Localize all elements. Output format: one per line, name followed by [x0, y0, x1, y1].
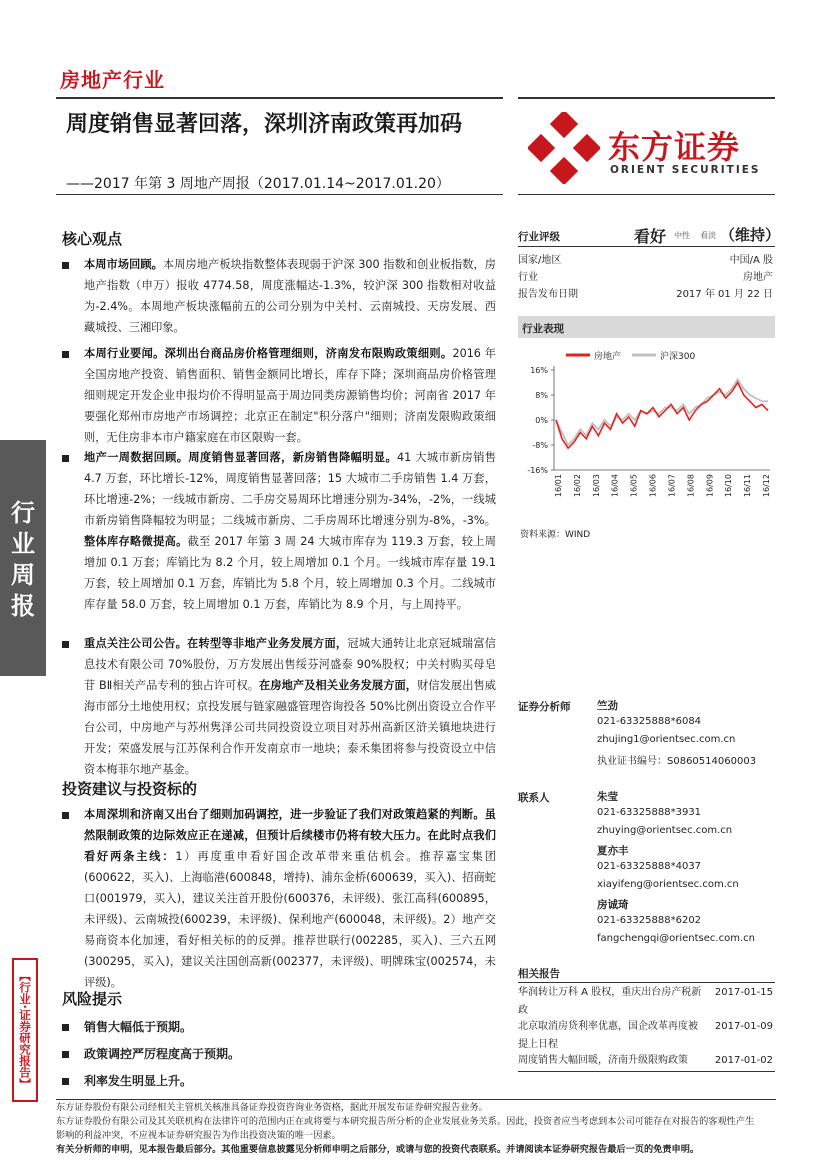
x-tick-label: 16/10 [724, 474, 734, 498]
related-title: 周度销售大幅回暖，济南升级限购政策 [518, 1055, 688, 1066]
x-tick-label: 16/07 [667, 474, 677, 498]
x-tick-label: 16/06 [648, 474, 658, 498]
x-tick-label: 16/08 [686, 474, 696, 498]
info-value: 2017 年 01 月 22 日 [676, 289, 773, 300]
divider [518, 1071, 775, 1072]
rating-option: 看淡 [700, 231, 716, 240]
x-tick-label: 16/04 [610, 474, 620, 498]
y-tick-label: 8% [535, 391, 548, 400]
risk-item: 政策调控严厉程度高于预期。 [84, 1047, 241, 1061]
body: 本周房地产板块指数整体表现弱于沪深 300 指数和创业板指数，房地产指数（申万）报收 4774.58，周度涨幅达-1.3%，较沪深 300 指数相对收益为-2.4%。本周地产板块涨幅前五的公司分别为中关村、云南城投、天房发展、西藏城投、三湘印象。 [84, 258, 496, 334]
bullet-icon [62, 262, 69, 269]
bullet-icon [62, 1024, 69, 1031]
x-tick-label: 16/01 [554, 474, 563, 498]
legend-label: 房地产 [594, 352, 622, 362]
contact-email[interactable]: fangchengqi@orientsec.com.cn [597, 933, 755, 944]
info-value: 中国/A 股 [729, 255, 773, 266]
paragraph-data-review [84, 447, 496, 615]
analyst-email[interactable]: zhujing1@orientsec.com.cn [597, 734, 736, 745]
paragraph-industry-news [84, 343, 496, 448]
report-subtitle: ——2017 年第 3 周地产周报（2017.01.14~2017.01.20） [66, 176, 450, 192]
lead: 地产一周数据回顾。周度销售显著回落，新房销售降幅明显。 [84, 451, 398, 464]
legend-label: 沪深300 [660, 352, 696, 362]
risk-item: 销售大幅低于预期。 [84, 1020, 193, 1034]
bullet-icon [62, 351, 69, 358]
rating-option: 中性 [674, 231, 690, 240]
footer-line: 东方证券股份有限公司及其关联机构在法律许可的范围内正在或将要与本研究报告所分析的企业发展业务关系。因此，投资者应当考虑到本公司可能存在对报告的客观性产生 [56, 1116, 755, 1127]
related-title: 北京取消房贷利率优惠，国企改革再度被 [518, 1021, 698, 1032]
x-tick-label: 16/05 [629, 474, 639, 498]
body: 财信发展出售威海市部分土地使用权；京投发展与链家融盛管理咨询投各 50%比例出资设立合作平台公司，中房地产与苏州隽泽公司共同投资设立项目对苏州高新区浒关镇地块进行开发；荣盛发展与江苏保利合作开发南京市一地块；泰禾集团将参与投资设立中信资本梅菲尔地产基金。 [84, 679, 496, 776]
bullet-icon [62, 812, 69, 819]
related-report-item[interactable] [518, 1052, 775, 1070]
contact-phone: 021-63325888*4037 [597, 861, 702, 872]
body: 截至 2017 年第 3 周 24 大城市库存为 119.3 万套，较上周增加 0.1 万套；库销比为 8.2 个月，较上周增加 0.1 个月。一线城市库存量 19.1 万套，较上周增加 0.1 万套，库销比为 5.8 个月，较上周增加 0.3 个月。二线城市库存量 58.0 万套，较上周增加 0.1 万套，库销比为 8.9 个月，与上周持平。 [84, 535, 496, 611]
x-tick-label: 16/03 [591, 474, 601, 498]
lead: 重点关注公司公告。在转型等非地产业务发展方面， [84, 637, 348, 650]
paragraph-company-news [84, 633, 496, 780]
divider [518, 982, 775, 983]
lead: 整体库存略微提高。 [84, 535, 188, 548]
divider [56, 194, 503, 195]
rating-keep: （维持） [720, 226, 781, 244]
logo-name-en: ORIENT SECURITIES [610, 164, 761, 176]
footer-divider [56, 1099, 776, 1100]
section-heading-core: 核心观点 [62, 230, 123, 248]
logo-name-cn: 东方证券 [608, 128, 741, 166]
related-title: 华润转让万科 A 股权，重庆出台房产税新 [518, 987, 702, 998]
orient-logo-icon [528, 112, 600, 184]
divider [518, 246, 775, 247]
bullet-icon [62, 641, 69, 648]
report-category-tag: 【行业·证券研究报告】 [12, 958, 38, 1102]
lead: 本周深圳和济南又出台了细则加码调控，进一步验证了我们对政策趋紧的判断。虽然限制政策的边际效应正在递减，但预计后续楼市仍将有较大压力。在此时点我们看好两条主线： [84, 808, 496, 863]
footer-line: 东方证券股份有限公司经相关主管机关核准具备证券投资咨询业务资格，据此开展发布证券研究报告业务。 [56, 1102, 488, 1113]
chart-source: 资料来源：WIND [520, 530, 591, 540]
lead: 本周市场回顾。 [84, 258, 163, 271]
body: 冠城大通转让北京冠城瑞富信息技术有限公司 70%股份，万方发展出售绥芬河盛泰 90%股权；中关村购买母皂苷 BⅡ相关产品专利的独占许可权。 [84, 637, 496, 692]
related-report-item[interactable] [518, 984, 775, 1020]
analyst-phone: 021-63325888*6084 [597, 716, 702, 727]
divider [518, 97, 775, 99]
lead: 本周行业要闻。深圳出台商品房价格管理细则，济南发布限购政策细则。 [84, 347, 453, 360]
related-title-cont: 政 [518, 1005, 528, 1016]
contact-email[interactable]: zhuying@orientsec.com.cn [597, 825, 733, 836]
lead: 在房地产及相关业务发展方面， [259, 679, 418, 692]
analyst-cert: 执业证书编号：S0860514060003 [597, 756, 757, 767]
body: 1）再度重申看好国企改革带来重估机会。推荐嘉宝集团(600622，买入)、上海临港(600848，增持)、浦东金桥(600639，买入)、招商蛇口(001979，买入)，建议关注首开股份(600376，未评级)、张江高科(600895，未评级)、云南城投(600239，未评级)、保利地产(600048，未评级)。2）地产交易商资本化加速，看好相关标的的反弹。推荐世联行(002285，买入)、三六五网(300295，买入)，建议关注国创高新(002377，未评级)、明牌珠宝(002574，未评级)。 [84, 850, 496, 989]
related-report-item[interactable] [518, 1018, 775, 1054]
footer-line: 影响的利益冲突，不应视本证券研究报告为作出投资决策的唯一因素。 [56, 1130, 341, 1141]
contact-name: 夏亦丰 [597, 845, 629, 857]
info-key: 行业 [518, 272, 538, 283]
section-heading-perf: 行业表现 [522, 323, 564, 335]
body: 41 大城市新房销售 4.7 万套，环比增长-12%，周度销售显著回落；15 大城市二手房销售 1.4 万套，环比增速-2%；一线城市新房、二手房交易周环比增速分别为-34%，-2%，一线城市新房销售降幅较为明显；二线城市新房、二手房周环比增速分别为-8%，-3%。 [84, 451, 496, 527]
bullet-icon [62, 455, 69, 462]
y-tick-label: -8% [532, 441, 548, 450]
contact-name: 房诚琦 [597, 899, 629, 911]
y-tick-label: 0% [535, 416, 548, 425]
info-key: 国家/地区 [518, 255, 562, 266]
x-tick-label: 16/02 [572, 474, 582, 498]
rating-value: 看好 [634, 227, 667, 246]
section-heading-risk: 风险提示 [62, 990, 123, 1008]
paragraph-market-review [84, 254, 496, 338]
contact-name: 朱莹 [597, 791, 618, 803]
paragraph-invest [84, 804, 496, 993]
contact-phone: 021-63325888*6202 [597, 915, 702, 926]
risk-item: 利率发生明显上升。 [84, 1074, 193, 1088]
y-tick-label: -16% [527, 466, 548, 475]
bullet-icon [62, 1078, 69, 1085]
report-type-label: 行业周报 [11, 499, 35, 620]
divider [56, 97, 503, 99]
body: 2016 年全国房地产投资、销售面积、销售金额同比增长，库存下降；深圳商品房价格管理细则规定开发企业申报均价不得明显高于周边同类房源销售均价；河南省 2017 年要强化郑州市房地产市场调控；北京正在制定"积分落户"细则；济南发限购政策细则，无住房非本市户籍家庭在市区限购一套。 [84, 347, 496, 444]
divider [518, 194, 775, 195]
contacts-label: 联系人 [518, 792, 550, 804]
rating-label: 行业评级 [518, 231, 560, 243]
series-line-real-estate [556, 383, 768, 449]
info-key: 报告发布日期 [518, 289, 578, 300]
footer-line: 有关分析师的申明，见本报告最后部分。其他重要信息披露见分析师申明之后部分，或请与您的投资代表联系。并请阅读本证券研究报告最后一页的免责申明。 [56, 1144, 700, 1155]
x-tick-label: 16/11 [743, 474, 753, 498]
contact-email[interactable]: xiayifeng@orientsec.com.cn [597, 879, 739, 890]
related-date: 2017-01-02 [714, 1055, 773, 1066]
contact-phone: 021-63325888*3931 [597, 807, 702, 818]
analyst-name: 竺劲 [597, 700, 618, 712]
x-tick-label: 16/09 [705, 474, 715, 498]
related-title-cont: 提上日程 [518, 1039, 558, 1050]
report-title: 周度销售显著回落，深圳济南政策再加码 [66, 112, 463, 137]
y-tick-label: 16% [530, 366, 548, 375]
related-label: 相关报告 [518, 968, 560, 980]
industry-label: 房地产行业 [60, 68, 165, 92]
related-date: 2017-01-15 [714, 987, 773, 998]
performance-chart [518, 342, 775, 518]
related-date: 2017-01-09 [714, 1021, 773, 1032]
bullet-icon [62, 1051, 69, 1058]
info-value: 房地产 [743, 272, 773, 283]
x-tick-label: 16/12 [762, 474, 771, 498]
analyst-label: 证券分析师 [518, 701, 571, 713]
section-heading-invest: 投资建议与投资标的 [62, 780, 198, 798]
